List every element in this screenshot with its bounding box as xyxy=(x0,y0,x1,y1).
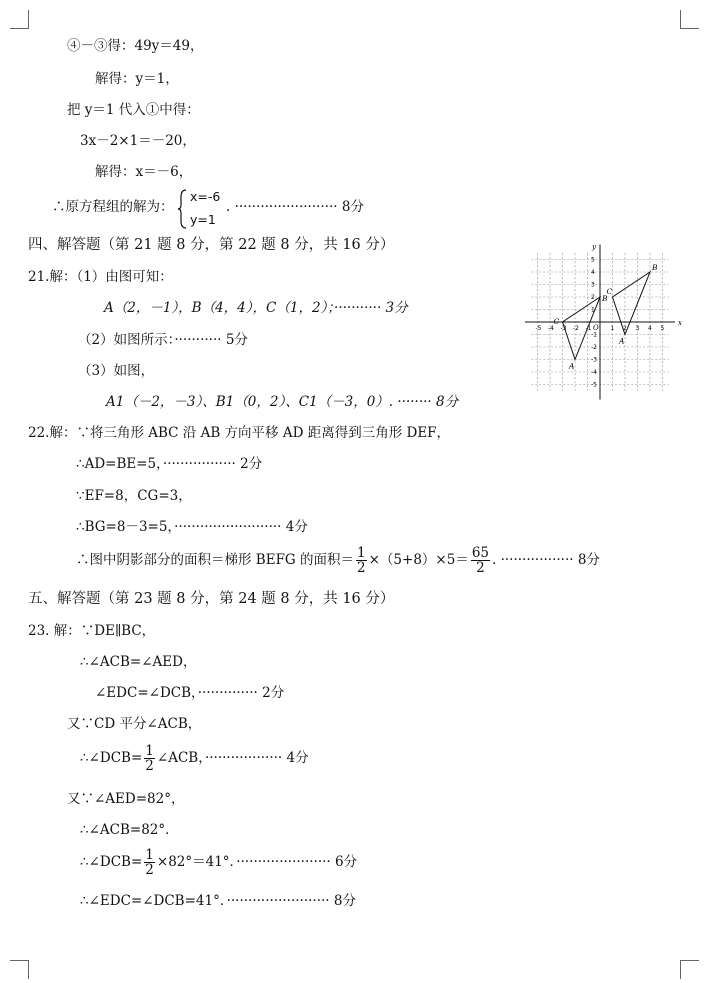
y-tick-label: 1 xyxy=(591,306,595,314)
q22-line-d xyxy=(76,544,600,576)
q23-line-a: ∴∠ACB=∠AED， xyxy=(80,654,197,670)
system-brace xyxy=(178,189,188,229)
fraction-denominator: 2 xyxy=(145,862,154,878)
system-prefix: ∴原方程组的解为： xyxy=(52,199,174,215)
y-tick-label: 3 xyxy=(591,281,595,289)
y-tick-label: 2 xyxy=(591,294,595,301)
corner-mark-top-right xyxy=(680,10,699,29)
point-label-a: A xyxy=(619,336,625,346)
fraction-numerator: 65 xyxy=(471,545,489,561)
q23-line-f: ∴∠ACB=82°． xyxy=(80,822,179,838)
x-tick-label: -3 xyxy=(560,325,567,332)
q23-dcb-text: ∴∠DCB= xyxy=(80,854,143,870)
x-tick-label: 2 xyxy=(623,325,627,332)
q23-line-e: 又∵∠AED=82°， xyxy=(67,791,185,807)
q23-intro: 23. 解：∵DE∥BC， xyxy=(28,623,156,639)
section-heading-5: 五、解答题（第 23 题 8 分，第 24 题 8 分，共 16 分） xyxy=(28,591,395,607)
q22-score: . ················· 8分 xyxy=(492,552,600,568)
solution-line-3: 把 y＝1 代入①中得： xyxy=(67,102,200,118)
fraction-one-half xyxy=(144,744,155,773)
solution-line-2: 解得：y＝1， xyxy=(95,71,179,87)
q23-line-h: ∴∠EDC=∠DCB=41°．························ 8分 xyxy=(80,893,356,909)
q23-score-6: ×82°＝41°．······················ 6分 xyxy=(156,854,358,870)
q23-score-4: ∠ACB，·················· 4分 xyxy=(156,750,309,766)
triangle-abc xyxy=(610,272,651,335)
solution-line-4: 3x－2×1＝－20， xyxy=(80,133,196,149)
q22-area-text: ∴图中阴影部分的面积＝梯形 BEFG 的面积＝ xyxy=(76,552,355,568)
fraction-one-half xyxy=(356,546,367,575)
y-tick-label: -1 xyxy=(591,331,597,339)
q22-line-c: ∴BG=8－3=5，························· 4分 xyxy=(76,519,308,535)
x-tick-label: -4 xyxy=(548,325,554,332)
fraction-65-halves xyxy=(471,546,490,575)
corner-mark-top-left xyxy=(10,10,29,29)
solution-line-5: 解得：x＝－6， xyxy=(95,164,193,180)
x-axis-label: x xyxy=(678,319,682,327)
x-tick-label: -1 xyxy=(585,325,592,332)
q21-coords: A（2，－1），B（4，4），C（1，2）；··········· 3分 xyxy=(104,300,408,316)
y-tick-label: -4 xyxy=(591,369,597,376)
section-heading-4: 四、解答题（第 21 题 8 分，第 22 题 8 分，共 16 分） xyxy=(28,237,395,253)
q21-part3-coords: A1（－2，－3）、B1（0，2）、C1（－3，0）. ········ 8分 xyxy=(106,394,459,410)
y-tick-label: 4 xyxy=(591,269,595,276)
point-label-b: B xyxy=(652,263,658,272)
x-tick-label: -2 xyxy=(573,325,579,332)
x-tick-label: -5 xyxy=(535,325,542,332)
x-tick-label: 5 xyxy=(660,325,665,332)
q22-area-mid: ×（5+8）×5＝ xyxy=(368,552,469,568)
system-solution-line xyxy=(52,198,174,216)
fraction-numerator: 1 xyxy=(357,545,366,561)
corner-mark-bottom-right xyxy=(680,960,699,979)
point-label-a1: A xyxy=(569,361,575,371)
q23-line-b: ∠EDC=∠DCB，·············· 2分 xyxy=(95,685,285,701)
fraction-numerator: 1 xyxy=(145,743,154,759)
q22-line-b: ∵EF=8，CG=3， xyxy=(76,488,192,504)
fraction-denominator: 2 xyxy=(476,560,485,576)
q21-intro: 21.解：（1）由图可知： xyxy=(28,269,173,285)
q21-part2: （2）如图所示：··········· 5分 xyxy=(78,332,248,348)
point-label-c: C xyxy=(606,287,613,296)
q23-line-d xyxy=(80,742,309,774)
fraction-numerator: 1 xyxy=(145,847,154,863)
y-tick-label: 5 xyxy=(591,256,595,264)
x-tick-label: 1 xyxy=(610,325,615,332)
q23-line-c: 又∵CD 平分∠ACB， xyxy=(67,716,202,732)
system-eq-y: y=1 xyxy=(190,212,216,227)
fraction-denominator: 2 xyxy=(357,560,366,576)
q23-line-g xyxy=(80,846,357,878)
y-tick-label: -5 xyxy=(591,381,597,389)
x-tick-label: 4 xyxy=(648,325,652,332)
q22-line-a: ∴AD=BE=5，················· 2分 xyxy=(76,456,263,472)
fraction-one-half xyxy=(144,848,155,877)
corner-mark-bottom-left xyxy=(10,960,29,979)
point-label-c1: C xyxy=(553,317,560,326)
system-eq-x: x=-6 xyxy=(190,189,221,204)
origin-label: O xyxy=(593,324,599,332)
y-tick-label: -3 xyxy=(591,356,597,364)
q21-part3: （3）如图， xyxy=(78,363,155,379)
x-tick-label: 3 xyxy=(635,325,640,332)
y-tick-label: -2 xyxy=(591,344,597,351)
solution-line-1: ④－③得：49y＝49， xyxy=(67,38,204,54)
q23-dcb-text: ∴∠DCB= xyxy=(80,750,143,766)
coordinate-graph xyxy=(525,243,680,395)
y-axis-label: y xyxy=(592,243,596,251)
q22-intro: 22.解：∵将三角形 ABC 沿 AB 方向平移 AD 距离得到三角形 DEF， xyxy=(28,425,451,441)
system-score: . ························ 8分 xyxy=(226,199,364,215)
point-label-b1: B xyxy=(602,294,608,303)
fraction-denominator: 2 xyxy=(145,758,154,774)
